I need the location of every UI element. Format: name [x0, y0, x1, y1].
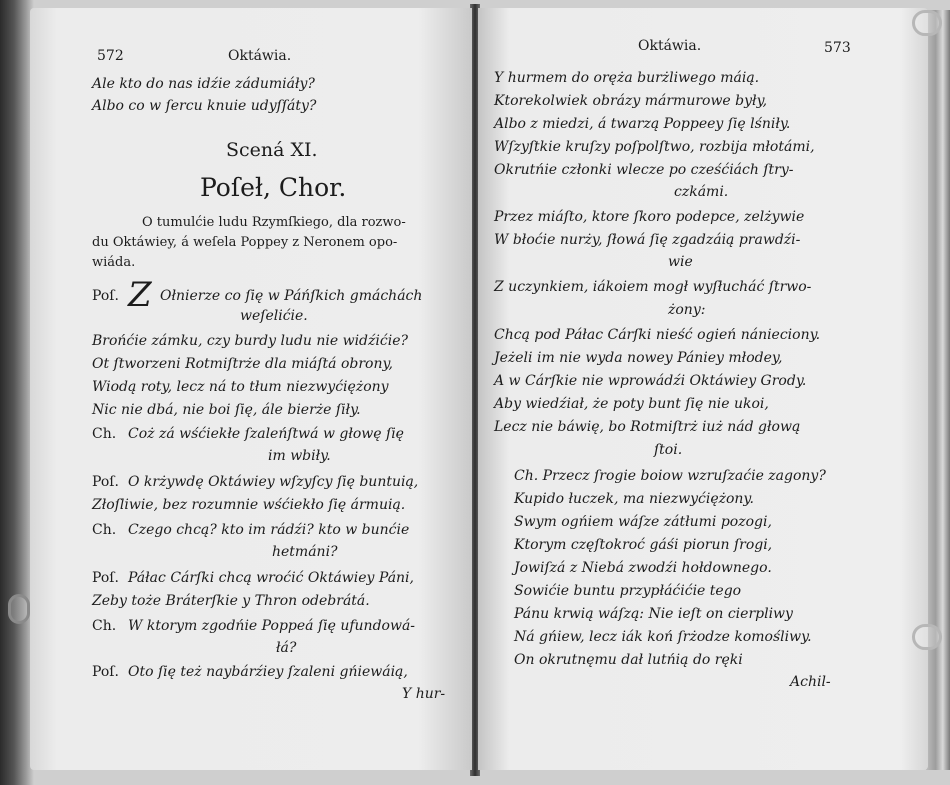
verse-line: Zeby tożе Bráterſkie y Thron odebrátá. [92, 593, 370, 609]
verse-line: Pánu krwią wáſzą: Nie ieſt on cierpliwy [514, 606, 793, 622]
verse-line: On okrutnęmu dał lutńią do ręki [514, 652, 743, 668]
speaker-label: Poſ. [92, 288, 119, 304]
verse-line: Albo co w ſercu knuie udyſſáty? [92, 98, 317, 114]
verse-line: Coż zá wśćiekłe ſzaleńſtwá w głowę ſię [128, 426, 404, 442]
verse-line: Jowiſzá z Niebá zwodźi hołdownego. [514, 560, 772, 576]
page-clip [8, 594, 30, 624]
verse-line: Czego chcą? kto im rádźi? kto w bunćie [128, 522, 410, 538]
page-clip [912, 10, 942, 36]
verse-line: łá? [276, 640, 297, 656]
page-clip [912, 624, 942, 650]
verse-line: hetmáni? [272, 544, 338, 560]
speaker-label: Poſ. [92, 570, 119, 586]
verse-line: Aby wiedźiał, że poty bunt ſię nie ukoi, [494, 396, 769, 412]
running-head-right: Oktáwia. [638, 38, 702, 54]
verse-line: Ołnierze co ſię w Páńſkich gmáchách [160, 288, 423, 304]
verse-line: Brońćie zámku, czy burdy ludu nie widźićie? [92, 333, 408, 349]
right-page [478, 8, 928, 770]
page-number-left: 572 [97, 48, 124, 64]
verse-line: Złoſliwie, bez rozumnie wśćiekło ſię ármuią. [92, 497, 406, 513]
verse-line: Ktorym częſtokroć gáśi piorun ſrogi, [514, 537, 773, 553]
speaker-label: Ch. [92, 522, 117, 538]
verse-line: Przez miáſto, ktore ſkoro podepce, zelżywie [494, 209, 805, 225]
verse-line: Jeżeli im nie wyda nowey Pániey młodey, [494, 350, 783, 366]
verse-line: Albo z miedzi, á twarzą Poppeey ſię lśniły. [494, 116, 791, 132]
verse-line: Ktorekolwiek obrázy mármurowe były, [494, 93, 768, 109]
catchword: Achil- [790, 674, 831, 690]
verse-line: Lecz nie báwię, bo Rotmiſtrż iuż nád głową [494, 419, 801, 435]
scene-title: Scená XI. [226, 139, 318, 161]
verse-line: Wiodą roty, lecz ná to tłum niezwyćiężony [92, 379, 389, 395]
drop-cap: Z [128, 275, 152, 315]
verse-line: Páłac Cárſki chcą wroćić Oktáwiey Páni, [128, 570, 414, 586]
speaker-label: Poſ. [92, 474, 119, 490]
verse-line: Ot ſtworzeni Rotmiſtrże dla miáſtá obrony, [92, 356, 393, 372]
verse-line: A w Cárſkie nie wprowádźi Oktáwiey Grody. [494, 373, 807, 389]
catchword: Y hur- [402, 686, 446, 702]
verse-line: Ale kto do nas idźie zádumiáły? [92, 76, 315, 92]
persons-heading: Poſeł, Chor. [200, 173, 347, 202]
verse-line: W błoćie nurży, ſłowá ſię zgadzáią prawdźi- [494, 232, 801, 248]
speaker-label: Ch. [92, 618, 117, 634]
verse-line: W ktorym zgodńie Poppeá ſię ufundowá- [128, 618, 416, 634]
verse-line: Kupido łuczek, ma niezwyćiężony. [514, 491, 754, 507]
verse-line: wie [668, 254, 693, 270]
verse-line: żony: [668, 302, 706, 318]
page-number-right: 573 [824, 40, 851, 56]
argument-line: O tumulćie ludu Rzymſkiego, dla rozwo- [142, 215, 406, 230]
verse-line: Swym ogńiem wáſze zátłumi pozogi, [514, 514, 772, 530]
left-page [30, 8, 472, 770]
verse-line: Y hurmem do oręża burżliwego máią. [494, 70, 760, 86]
verse-line: czkámi. [674, 184, 729, 200]
verse-line: Wſzyſtkie kruſzy poſpolſtwo, rozbija młotámi, [494, 139, 815, 155]
verse-line: weſelićie. [240, 308, 308, 324]
verse-line: Z uczynkiem, iákoiem mogł wyſłucháć ſtrwo- [494, 279, 812, 295]
verse-line: Ch. Przecz ſrogie boiow wzruſzaćie zagony? [514, 468, 826, 484]
speaker-label: Ch. [92, 426, 117, 442]
speaker-label: Poſ. [92, 664, 119, 680]
argument-line: du Oktáwiey, á weſela Poppey z Neronem opo- [92, 235, 398, 250]
verse-line: Nic nie dbá, nie boi ſię, ále bierże ſiły. [92, 402, 361, 418]
page-stack-edge [926, 10, 950, 770]
verse-line: Oto ſię też naybárźiey ſzaleni gńiewáią, [128, 664, 408, 680]
verse-line: Chcą pod Páłac Cárſki nieść ogień nánieciony. [494, 327, 821, 343]
verse-line: ſtoi. [654, 442, 683, 458]
verse-line: im wbiły. [268, 448, 331, 464]
argument-line: wiáda. [92, 255, 136, 270]
verse-line: Ná gńiew, lecz iák koń ſrżodze komośliwy. [514, 629, 812, 645]
running-head-left: Oktáwia. [228, 48, 292, 64]
verse-line: O krżywdę Oktáwiey wſzyſcy ſię buntuią, [128, 474, 419, 490]
verse-line: Sowićie buntu przypłáćićie tego [514, 583, 742, 599]
verse-line: Okrutńie członki wlecze po cześćiách ſtry- [494, 162, 794, 178]
